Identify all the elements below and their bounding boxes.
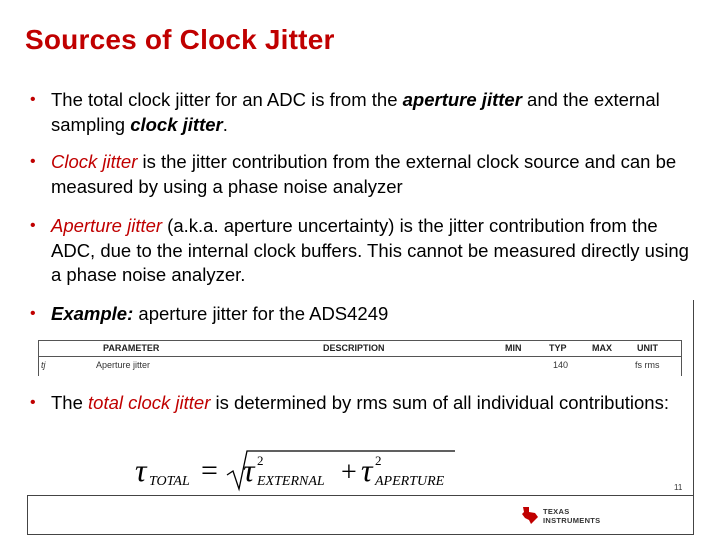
row-parameter: Aperture jitter [96,360,151,370]
table-border [681,340,682,376]
row-unit: fs rms [635,360,660,370]
header-typ: TYP [549,343,567,353]
header-max: MAX [592,343,612,353]
header-description: DESCRIPTION [323,343,385,353]
header-unit: UNIT [637,343,658,353]
equals-sign: = [201,454,218,487]
bullet-clock-jitter: • Clock jitter is the jitter contribution from the external clock source and can be measured by using a phase noise analyzer [30,151,677,197]
bullet-dot: • [30,153,36,170]
header-min: MIN [505,343,522,353]
table-border [38,340,39,376]
tau-symbol: τ [243,452,255,488]
table-rule [38,340,682,341]
slide-title: Sources of Clock Jitter [25,24,335,55]
bullet-dot: • [30,305,36,322]
bullet-total-jitter: • The total clock jitter for an ADC is from the aperture jitter and the external sampling clock jitter. [30,89,660,135]
row-symbol: tj [41,360,46,370]
exponent: 2 [257,453,264,468]
tau-symbol: τ [361,452,373,488]
bullet-dot: • [30,217,36,234]
header-parameter: PARAMETER [103,343,160,353]
bullet-example: • Example: aperture jitter for the ADS4249 [30,302,690,327]
ti-logo [520,505,615,527]
spec-table [38,340,682,376]
formula-lhs: TOTAL [149,474,190,489]
exponent: 2 [375,453,382,468]
tau-symbol: τ [135,452,147,488]
bullet-total-clock-jitter: • The total clock jitter is determined by rms sum of all individual contributions: [30,391,690,416]
formula-term-external: EXTERNAL [257,474,325,489]
formula-term-aperture: APERTURE [375,474,445,489]
texas-state-icon [520,505,540,525]
bullet-dot: • [30,394,36,411]
row-typ: 140 [553,360,569,370]
logo-text-line2: INSTRUMENTS [543,516,601,525]
jitter-formula [135,445,465,495]
frame-border [693,300,694,496]
bullet-dot: • [30,91,36,108]
logo-text-line1: TEXAS [543,507,570,516]
page-number: 11 [674,483,683,492]
plus-sign: + [341,457,357,488]
table-rule [38,356,682,357]
bullet-aperture-jitter: • Aperture jitter (a.k.a. aperture uncertainty) is the jitter contribution from the ADC, due to the internal clock buffers. This cannot be measured directly using a phase noise analyzer. [30,215,689,285]
